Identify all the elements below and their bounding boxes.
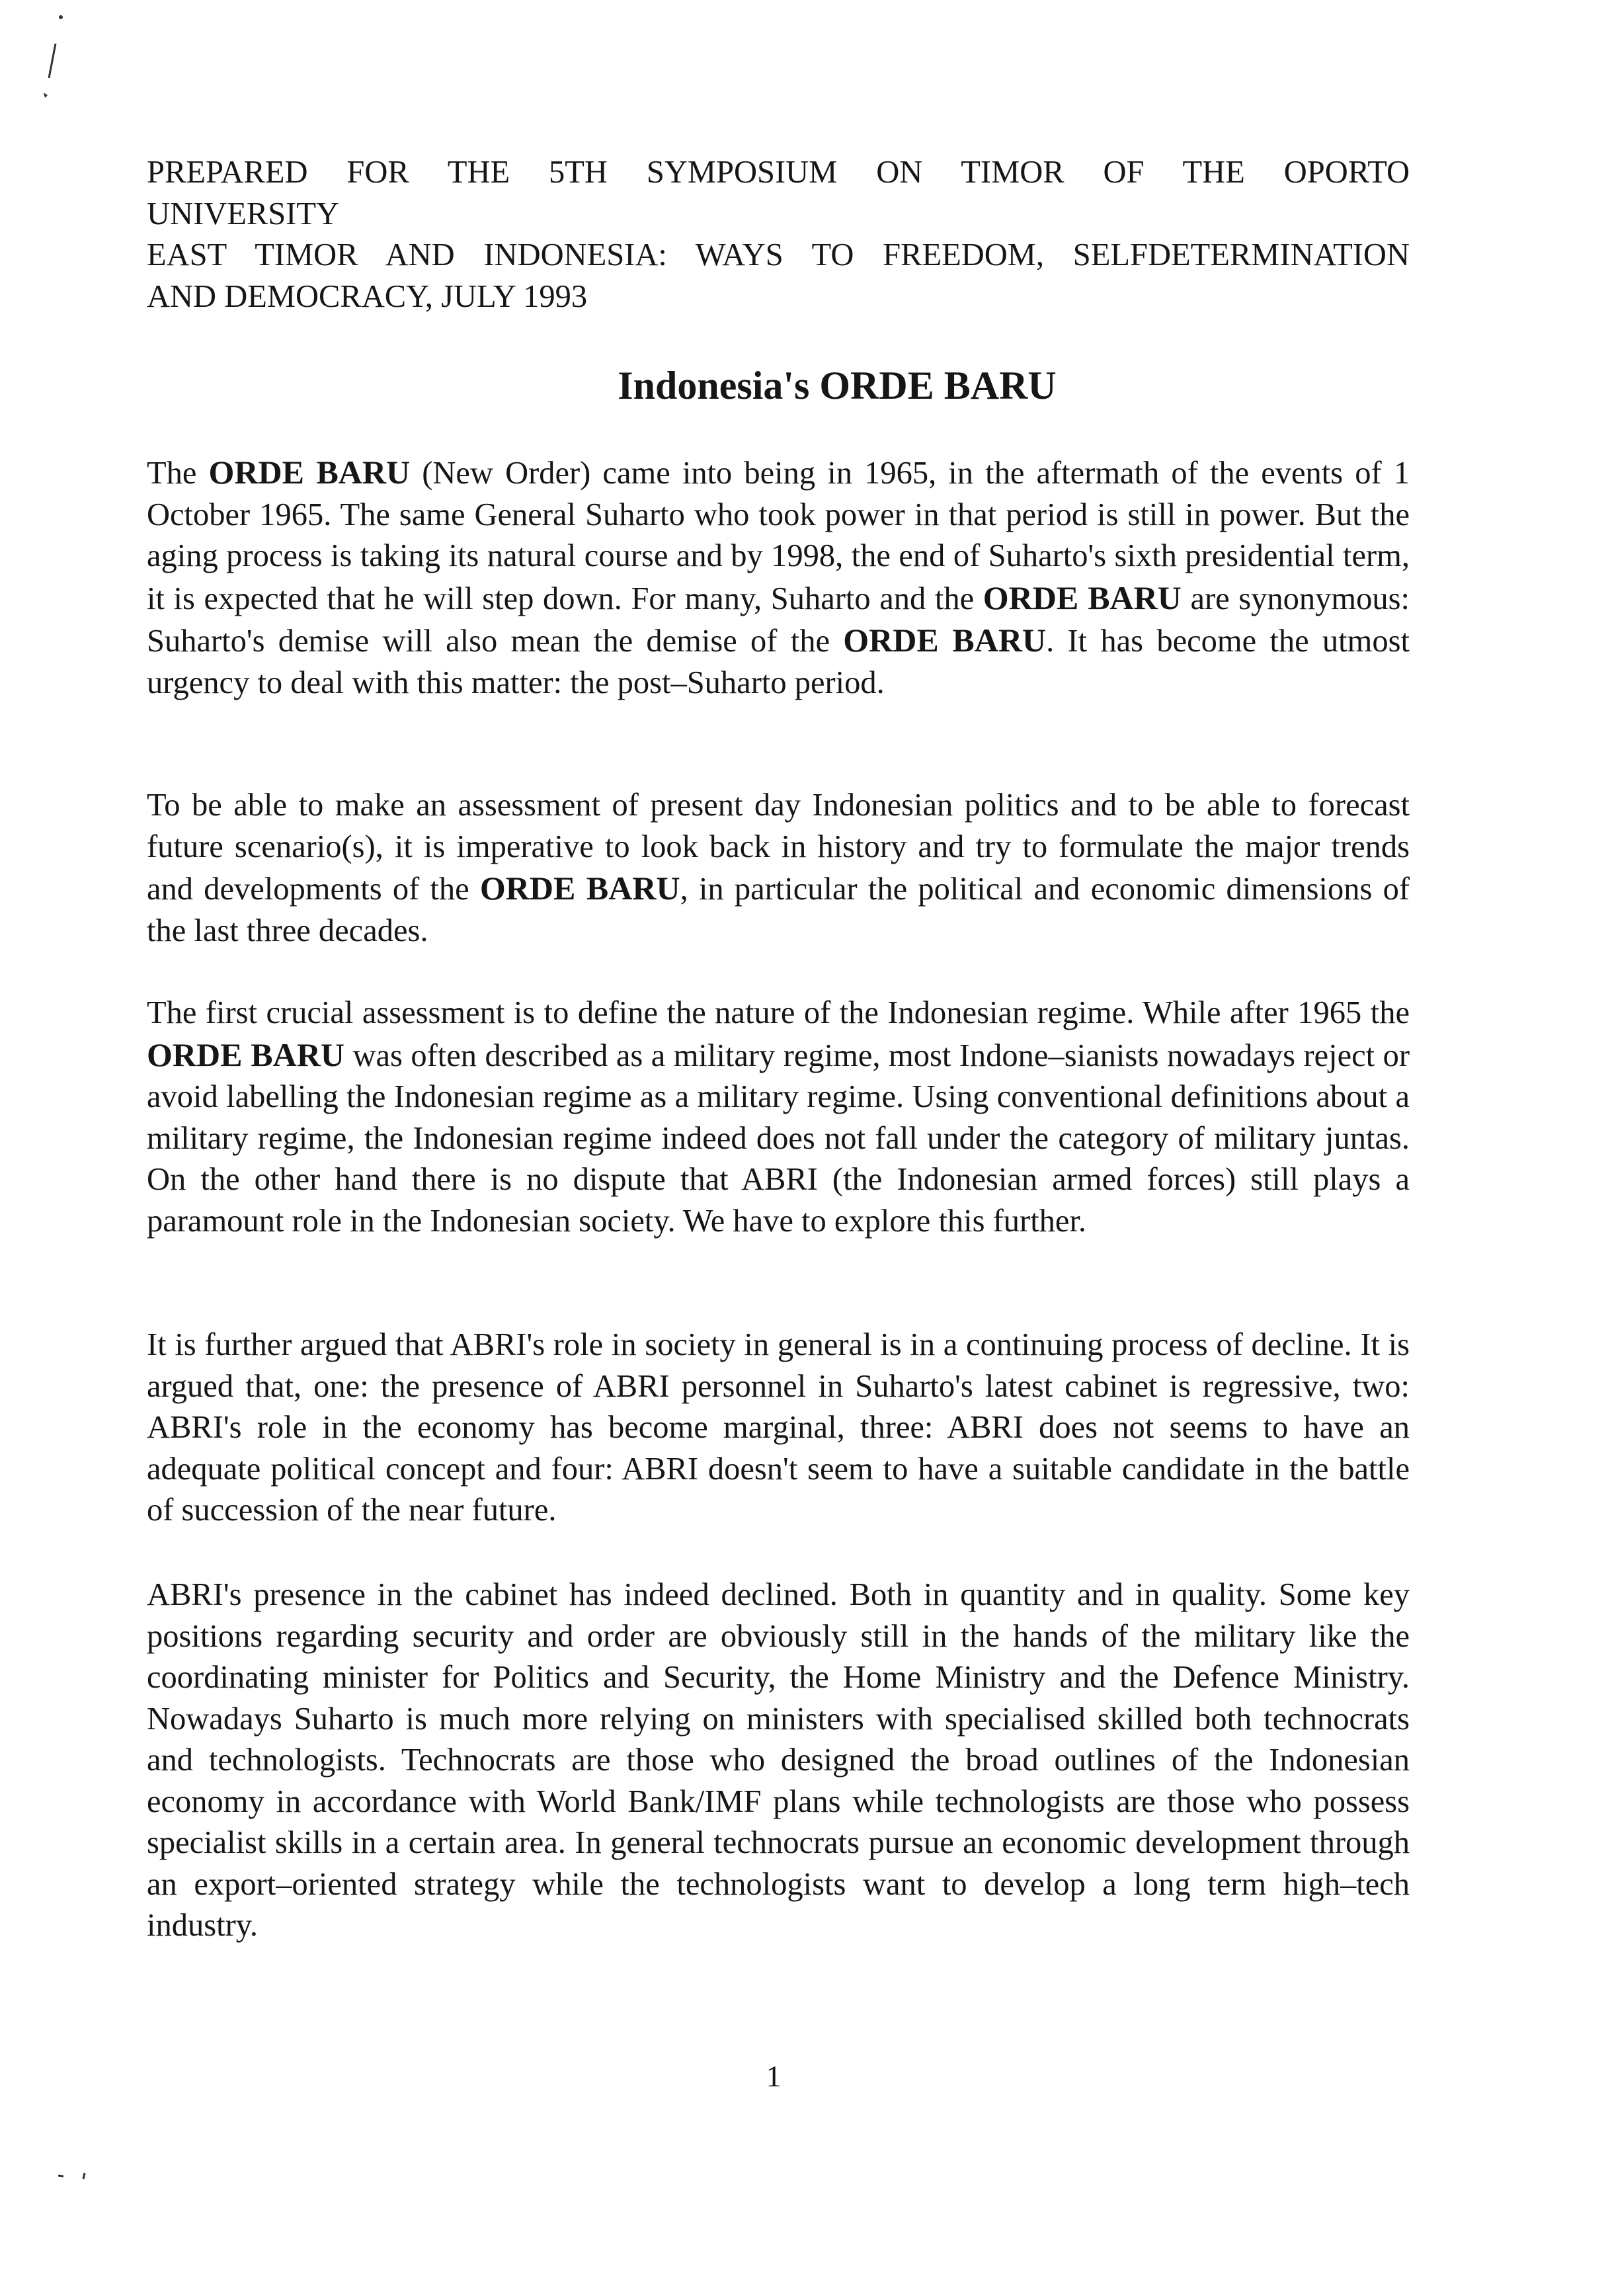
document-header: [147, 152, 1410, 317]
document-title: Indonesia's ORDE BARU: [618, 364, 1057, 407]
header-line-3: EAST TIMOR AND INDONESIA: WAYS TO FREEDOM, SELFDETERMINATION: [147, 237, 1410, 272]
paragraph-1-text-b: (New Order) came into being in 1965, in the aftermath of the events of 1 October 1965. The same General Suharto who took power in that period is still in power. But the aging process is taking its natural course and by 1998, the end of Suharto's sixth presidential term, it is expected that he will step down. For many, Suharto and the: [147, 456, 1410, 616]
header-line-2: UNIVERSITY: [147, 196, 339, 231]
paragraph-1: [147, 452, 1410, 704]
paragraph-2: [147, 785, 1410, 952]
orde-baru-term: ORDE BARU: [479, 870, 680, 907]
orde-baru-term: ORDE BARU: [208, 454, 411, 491]
paragraph-1-text-a: The: [147, 456, 209, 491]
page-number: 1: [766, 2059, 782, 2093]
paragraph-3-text-b: was often described as a military regime, most Indone–sianists nowadays reject or avoid labelling the Indonesian regime as a military regime. Using conventional definitions about a military regime, the Indonesian regime indeed does not fall under the category of military juntas. On the other hand there is no dispute that ABRI (the Indonesian armed forces) still plays a paramount role in the Indonesian society. We have to explore this further.: [147, 1038, 1410, 1239]
header-line-1: PREPARED FOR THE 5TH SYMPOSIUM ON TIMOR OF THE OPORTO: [147, 155, 1410, 190]
paragraph-5: ABRI's presence in the cabinet has indeed declined. Both in quantity and in quality. Some key positions regarding security and order are obviously still in the hands of the military like the coordinating minister for Politics and Security, the Home Ministry and the Defence Ministry. Nowadays Suharto is much more relying on ministers with specialised skilled both technocrats and technologists. Technocrats are those who designed the broad outlines of the Indonesian economy in accordance with World Bank/IMF plans while technologists are those who possess specialist skills in a certain area. In general technocrats pursue an economic development through an export–oriented strategy while the technologists want to develop a long term high–tech industry.: [147, 1577, 1410, 1943]
paragraph-1-text-c: are synonymous: Suharto's demise will also mean the demise of the: [147, 581, 1410, 659]
paragraph-3: [147, 993, 1410, 1242]
orde-baru-term: ORDE BARU: [843, 622, 1047, 659]
paragraph-2-text-b: , in particular the political and economic dimensions of the last three decades.: [147, 872, 1410, 948]
paragraph-3-text-a: The first crucial assessment is to define the nature of the Indonesian regime. While after 1965 the: [147, 995, 1410, 1030]
scan-mark-slash: [41, 12, 67, 98]
header-line-4: AND DEMOCRACY, JULY 1993: [147, 278, 588, 314]
paragraph-4: It is further argued that ABRI's role in society in general is in a continuing process of decline. It is argued that, one: the presence of ABRI personnel in Suharto's latest cabinet is regressive, two: ABRI's role in the economy has become marginal, three: ABRI does not seems to have an adequate political concept and four: ABRI doesn't seem to have a suitable candidate in the battle of succession of the near future.: [147, 1327, 1410, 1528]
orde-baru-term: ORDE BARU: [147, 1036, 344, 1073]
scan-mark-bottom: [54, 2169, 94, 2182]
paragraph-2-text-a: To be able to make an assessment of present day Indonesian politics and to be able to forecast future scenario(s), it is imperative to look back in history and try to formulate the major trends and developments of the: [147, 788, 1410, 907]
orde-baru-term: ORDE BARU: [983, 579, 1182, 616]
paragraph-1-text-d: . It has become the utmost urgency to deal with this matter: the post–Suharto period.: [147, 624, 1410, 700]
